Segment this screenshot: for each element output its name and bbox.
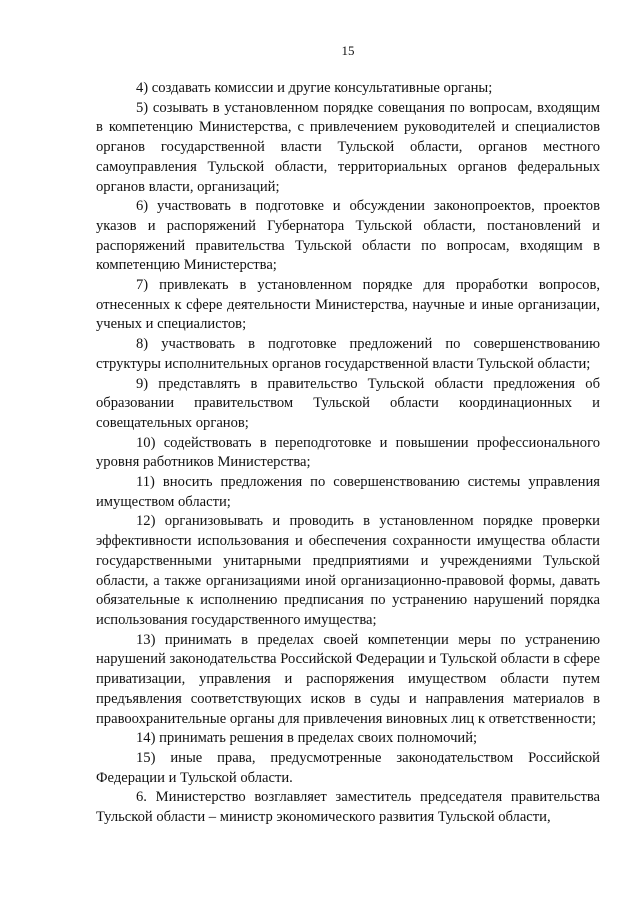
paragraph-item-6: 6) участвовать в подготовке и обсуждении законопроектов, проектов указов и распоряжений Губернатора Тульской области, постановлений и распоряжений правительства Тульской области по вопросам, входящим в компетенцию Министерства;	[96, 198, 600, 274]
paragraph-item-9: 9) представлять в правительство Тульской области предложения об образовании правительством Тульской области координационных и совещательных органов;	[96, 375, 600, 431]
paragraph-item-14: 14) принимать решения в пределах своих полномочий;	[136, 730, 478, 747]
paragraph-item-4: 4) создавать комиссии и другие консультативные органы;	[136, 80, 493, 96]
paragraph-item-7: 7) привлекать в установленном порядке для проработки вопросов, отнесенных к сфере деятельности Министерства, научные и иные организации, ученых и специалистов;	[96, 277, 600, 333]
paragraph-item-11: 11) вносить предложения по совершенствованию системы управления имуществом области;	[96, 474, 600, 510]
paragraph-item-13: 13) принимать в пределах своей компетенции меры по устранению нарушений законодательства Российской Федерации и Тульской области в сфере приватизации, управления и распоряжения имуществом области путем предъявления соответствующих исков в суды и направления материалов в правоохранительные органы для привлечения виновных лиц к ответственности;	[96, 631, 600, 727]
paragraph-item-10: 10) содействовать в переподготовке и повышении профессионального уровня работников Министерства;	[96, 434, 600, 471]
paragraph-item-8: 8) участвовать в подготовке предложений по совершенствованию структуры исполнительных органов государственной власти Тульской области;	[96, 336, 600, 372]
paragraph-item-15: 15) иные права, предусмотренные законодательством Российской Федерации и Тульской области.	[96, 749, 600, 786]
paragraph-item-12: 12) организовывать и проводить в установленном порядке проверки эффективности использования и обеспечения сохранности имущества области государственными унитарными предприятиями и учреждениями Тульской области, а также организациями иной организационно-правовой формы, давать обязательные к исполнению предписания по устранению нарушений порядка использования государственного имущества;	[96, 513, 600, 628]
paragraph-item-5: 5) созывать в установленном порядке совещания по вопросам, входящим в компетенцию Министерства, с привлечением руководителей и специалистов органов государственной власти Тульской области, органов местного самоуправления Тульской области, территориальных органов федеральных органов власти, организаций;	[96, 99, 600, 195]
section-6-paragraph: 6. Министерство возглавляет заместитель председателя правительства Тульской области – министр экономического развития Тульской области,	[96, 789, 600, 826]
page-number: 15	[341, 43, 355, 58]
